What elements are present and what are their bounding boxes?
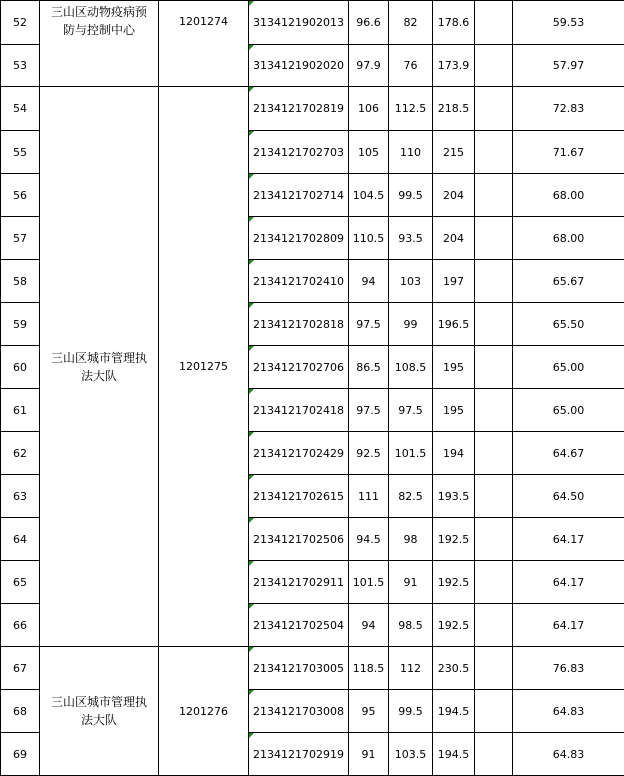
blank-cell xyxy=(475,217,513,260)
blank-cell xyxy=(475,45,513,87)
total-score-cell: 230.5 xyxy=(433,647,475,690)
total-score-cell: 215 xyxy=(433,131,475,174)
exam-score-1-cell: 94 xyxy=(349,604,389,647)
blank-cell xyxy=(475,131,513,174)
final-score-cell: 59.53 xyxy=(513,1,624,45)
total-score-cell: 193.5 xyxy=(433,475,475,518)
exam-score-1-cell: 94.5 xyxy=(349,518,389,561)
exam-score-2-cell: 108.5 xyxy=(389,346,433,389)
total-score-cell: 173.9 xyxy=(433,45,475,87)
final-score-cell: 68.00 xyxy=(513,217,624,260)
exam-score-1-cell: 96.6 xyxy=(349,1,389,45)
exam-score-2-cell: 97.5 xyxy=(389,389,433,432)
final-score-cell: 71.67 xyxy=(513,131,624,174)
total-score-cell: 192.5 xyxy=(433,561,475,604)
final-score-cell: 72.83 xyxy=(513,87,624,131)
exam-score-1-cell: 97.5 xyxy=(349,389,389,432)
final-score-cell: 64.83 xyxy=(513,690,624,733)
final-score-cell: 76.83 xyxy=(513,647,624,690)
exam-score-1-cell: 92.5 xyxy=(349,432,389,475)
ticket-number-cell: 2134121702410 xyxy=(249,260,349,303)
row-number-cell: 59 xyxy=(1,303,40,346)
exam-score-1-cell: 91 xyxy=(349,733,389,776)
total-score-cell: 194 xyxy=(433,432,475,475)
blank-cell xyxy=(475,1,513,45)
exam-score-2-cell: 99 xyxy=(389,303,433,346)
ticket-number-cell: 2134121702706 xyxy=(249,346,349,389)
ticket-number-cell: 2134121703005 xyxy=(249,647,349,690)
ticket-number-cell: 2134121702919 xyxy=(249,733,349,776)
exam-score-1-cell: 97.5 xyxy=(349,303,389,346)
exam-score-2-cell: 112 xyxy=(389,647,433,690)
blank-cell xyxy=(475,174,513,217)
blank-cell xyxy=(475,561,513,604)
total-score-cell: 195 xyxy=(433,346,475,389)
exam-score-1-cell: 95 xyxy=(349,690,389,733)
row-number-cell: 55 xyxy=(1,131,40,174)
unit-name-cell: 三山区城市管理执法大队 xyxy=(40,87,159,647)
final-score-cell: 65.50 xyxy=(513,303,624,346)
total-score-cell: 192.5 xyxy=(433,604,475,647)
exam-score-2-cell: 99.5 xyxy=(389,690,433,733)
ticket-number-cell: 2134121702714 xyxy=(249,174,349,217)
final-score-cell: 64.67 xyxy=(513,432,624,475)
ticket-number-cell: 2134121702504 xyxy=(249,604,349,647)
final-score-cell: 64.50 xyxy=(513,475,624,518)
exam-score-2-cell: 91 xyxy=(389,561,433,604)
unit-name-cell: 三山区城市管理执法大队 xyxy=(40,647,159,776)
total-score-cell: 195 xyxy=(433,389,475,432)
exam-score-1-cell: 110.5 xyxy=(349,217,389,260)
row-number-cell: 68 xyxy=(1,690,40,733)
table-row xyxy=(1,647,624,690)
final-score-cell: 64.83 xyxy=(513,733,624,776)
blank-cell xyxy=(475,432,513,475)
exam-score-2-cell: 82 xyxy=(389,1,433,45)
exam-score-1-cell: 106 xyxy=(349,87,389,131)
row-number-cell: 61 xyxy=(1,389,40,432)
total-score-cell: 194.5 xyxy=(433,733,475,776)
ticket-number-cell: 3134121902020 xyxy=(249,45,349,87)
ticket-number-cell: 2134121702819 xyxy=(249,87,349,131)
total-score-cell: 218.5 xyxy=(433,87,475,131)
exam-score-1-cell: 101.5 xyxy=(349,561,389,604)
row-number-cell: 53 xyxy=(1,45,40,87)
blank-cell xyxy=(475,647,513,690)
total-score-cell: 197 xyxy=(433,260,475,303)
blank-cell xyxy=(475,260,513,303)
row-number-cell: 65 xyxy=(1,561,40,604)
ticket-number-cell: 2134121702506 xyxy=(249,518,349,561)
total-score-cell: 178.6 xyxy=(433,1,475,45)
exam-score-2-cell: 82.5 xyxy=(389,475,433,518)
blank-cell xyxy=(475,87,513,131)
exam-score-2-cell: 98.5 xyxy=(389,604,433,647)
row-number-cell: 62 xyxy=(1,432,40,475)
blank-cell xyxy=(475,604,513,647)
exam-score-2-cell: 98 xyxy=(389,518,433,561)
blank-cell xyxy=(475,475,513,518)
exam-score-1-cell: 111 xyxy=(349,475,389,518)
row-number-cell: 60 xyxy=(1,346,40,389)
exam-score-2-cell: 93.5 xyxy=(389,217,433,260)
position-code-cell: 1201276 xyxy=(159,647,249,776)
exam-score-2-cell: 76 xyxy=(389,45,433,87)
exam-score-1-cell: 97.9 xyxy=(349,45,389,87)
total-score-cell: 196.5 xyxy=(433,303,475,346)
ticket-number-cell: 2134121702418 xyxy=(249,389,349,432)
ticket-number-cell: 2134121703008 xyxy=(249,690,349,733)
ticket-number-cell: 2134121702818 xyxy=(249,303,349,346)
exam-score-2-cell: 103 xyxy=(389,260,433,303)
blank-cell xyxy=(475,346,513,389)
total-score-cell: 204 xyxy=(433,174,475,217)
total-score-cell: 204 xyxy=(433,217,475,260)
final-score-cell: 64.17 xyxy=(513,518,624,561)
exam-score-1-cell: 104.5 xyxy=(349,174,389,217)
exam-score-1-cell: 105 xyxy=(349,131,389,174)
exam-score-1-cell: 118.5 xyxy=(349,647,389,690)
ticket-number-cell: 2134121702615 xyxy=(249,475,349,518)
blank-cell xyxy=(475,389,513,432)
position-code-cell: 1201274 xyxy=(159,1,249,87)
row-number-cell: 56 xyxy=(1,174,40,217)
row-number-cell: 57 xyxy=(1,217,40,260)
exam-score-1-cell: 86.5 xyxy=(349,346,389,389)
row-number-cell: 69 xyxy=(1,733,40,776)
row-number-cell: 67 xyxy=(1,647,40,690)
table-row xyxy=(1,87,624,131)
table-row xyxy=(1,1,624,45)
final-score-cell: 65.00 xyxy=(513,346,624,389)
final-score-cell: 65.67 xyxy=(513,260,624,303)
total-score-cell: 194.5 xyxy=(433,690,475,733)
ticket-number-cell: 2134121702911 xyxy=(249,561,349,604)
row-number-cell: 64 xyxy=(1,518,40,561)
ticket-number-cell: 2134121702809 xyxy=(249,217,349,260)
exam-score-2-cell: 101.5 xyxy=(389,432,433,475)
exam-score-2-cell: 110 xyxy=(389,131,433,174)
final-score-cell: 68.00 xyxy=(513,174,624,217)
exam-score-1-cell: 94 xyxy=(349,260,389,303)
row-number-cell: 58 xyxy=(1,260,40,303)
exam-score-2-cell: 112.5 xyxy=(389,87,433,131)
position-code-cell: 1201275 xyxy=(159,87,249,647)
ticket-number-cell: 2134121702703 xyxy=(249,131,349,174)
exam-score-2-cell: 103.5 xyxy=(389,733,433,776)
exam-score-2-cell: 99.5 xyxy=(389,174,433,217)
row-number-cell: 63 xyxy=(1,475,40,518)
row-number-cell: 66 xyxy=(1,604,40,647)
row-number-cell: 54 xyxy=(1,87,40,131)
ticket-number-cell: 2134121702429 xyxy=(249,432,349,475)
final-score-cell: 64.17 xyxy=(513,604,624,647)
blank-cell xyxy=(475,733,513,776)
unit-name-cell: 三山区动物疫病预防与控制中心 xyxy=(40,1,159,87)
total-score-cell: 192.5 xyxy=(433,518,475,561)
final-score-cell: 64.17 xyxy=(513,561,624,604)
row-number-cell: 52 xyxy=(1,1,40,45)
final-score-cell: 65.00 xyxy=(513,389,624,432)
blank-cell xyxy=(475,303,513,346)
blank-cell xyxy=(475,690,513,733)
blank-cell xyxy=(475,518,513,561)
ticket-number-cell: 3134121902013 xyxy=(249,1,349,45)
final-score-cell: 57.97 xyxy=(513,45,624,87)
